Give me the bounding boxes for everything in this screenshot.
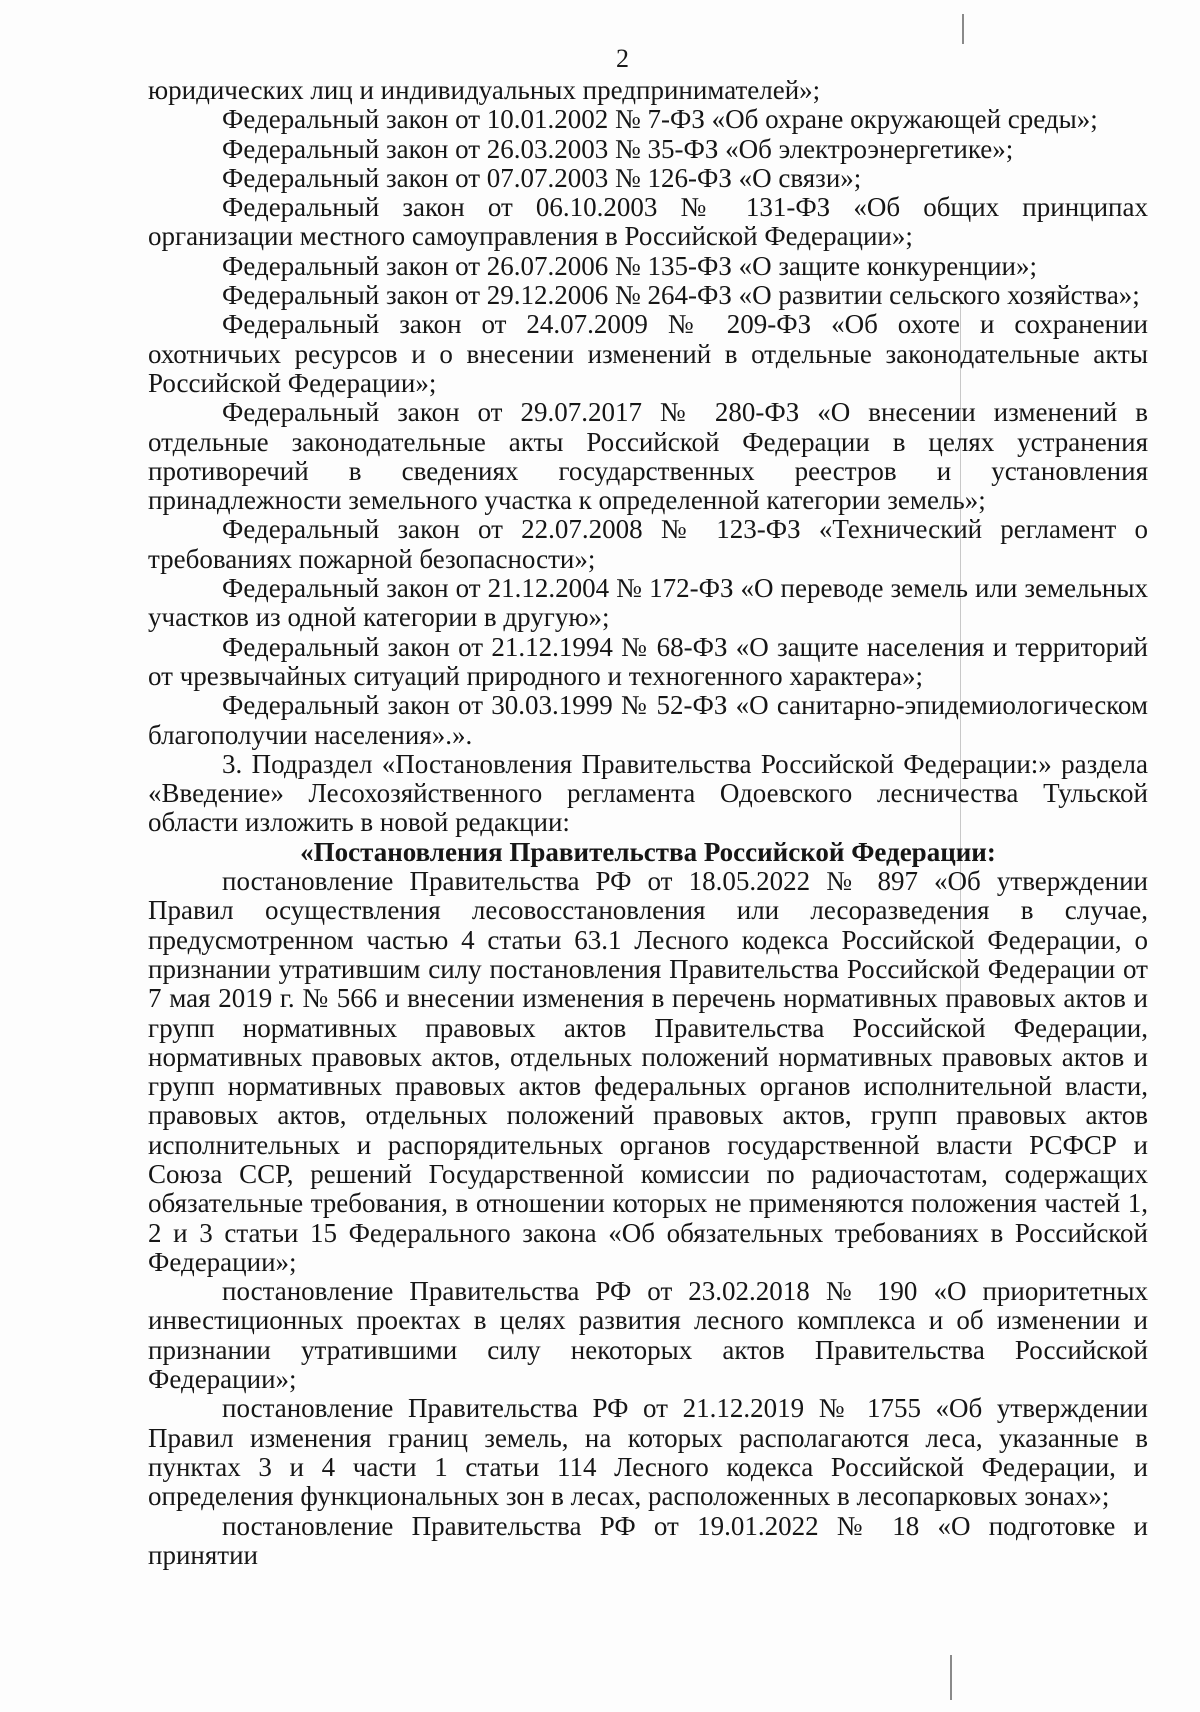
paragraph-law-209fz: Федеральный закон от 24.07.2009 № 209-ФЗ «Об охоте и сохранении охотничьих ресурсов и о внесении изменений в отдельные законодательные акты Российской Федерации»;: [148, 309, 1148, 398]
paragraph-item-3: 3. Подраздел «Постановления Правительства Российской Федерации:» раздела «Введение» Лесохозяйственного регламента Одоевского лесничества Тульской области изложить в новой редакции:: [148, 748, 1148, 838]
paragraph-law-123fz: Федеральный закон от 22.07.2008 № 123-ФЗ «Технический регламент о требованиях пожарной безопасности»;: [148, 514, 1148, 574]
paragraph-law-135fz: Федеральный закон от 26.07.2006 № 135-ФЗ «О защите конкуренции»;: [222, 250, 1038, 281]
paragraph-law-280fz: Федеральный закон от 29.07.2017 № 280-ФЗ «О внесении изменений в отдельные законодательные акты Российской Федерации в целях устранения противоречий в сведениях государственных реестров и установления принадлежности земельного участка к определенной категории земель»;: [148, 397, 1148, 516]
paragraph-law-7fz: Федеральный закон от 10.01.2002 № 7-ФЗ «Об охране окружающей среды»;: [222, 104, 1098, 135]
paragraph-law-68fz: Федеральный закон от 21.12.1994 № 68-ФЗ «О защите населения и территорий от чрезвычайных ситуаций природного и техногенного характера»;: [148, 631, 1148, 691]
paragraph-law-126fz: Федеральный закон от 07.07.2003 № 126-ФЗ «О связи»;: [222, 162, 862, 193]
section-heading: «Постановления Правительства Российской Федерации:: [300, 836, 996, 867]
paragraph-law-35fz: Федеральный закон от 26.03.2003 № 35-ФЗ «Об электроэнергетике»;: [222, 133, 1014, 164]
paragraph-decree-18: постановление Правительства РФ от 19.01.2022 № 18 «О подготовке и принятии: [148, 1510, 1148, 1570]
document-body: [148, 76, 1148, 1570]
paragraph-law-52fz: Федеральный закон от 30.03.1999 № 52-ФЗ «О санитарно-эпидемиологическом благополучии населения».».: [148, 690, 1148, 750]
scan-artifact-top: [962, 14, 964, 44]
page-number: 2: [616, 44, 629, 73]
paragraph-law-264fz: Федеральный закон от 29.12.2006 № 264-ФЗ «О развитии сельского хозяйства»;: [222, 280, 1140, 311]
paragraph-decree-1755: постановление Правительства РФ от 21.12.2019 № 1755 «Об утверждении Правил изменения границ земель, на которых располагаются леса, указанные в пунктах 3 и 4 части 1 статьи 114 Лесного кодекса Российской Федерации, и определения функциональных зон в лесах, расположенных в лесопарковых зонах»;: [148, 1393, 1148, 1512]
paragraph-continuation: юридических лиц и индивидуальных предпринимателей»;: [148, 75, 821, 105]
paragraph-decree-190: постановление Правительства РФ от 23.02.2018 № 190 «О приоритетных инвестиционных проектах в целях развития лесного комплекса и об изменении и признании утратившими силу некоторых актов Правительства Российской Федерации»;: [148, 1276, 1148, 1395]
scan-artifact-bottom: [950, 1655, 952, 1700]
paragraph-law-172fz: Федеральный закон от 21.12.2004 № 172-ФЗ «О переводе земель или земельных участков из одной категории в другую»;: [148, 573, 1148, 633]
paragraph-decree-897: постановление Правительства РФ от 18.05.2022 № 897 «Об утверждении Правил осуществления лесовосстановления или лесоразведения в случае, предусмотренном частью 4 статьи 63.1 Лесного кодекса Российской Федерации, о признании утратившим силу постановления Правительства Российской Федерации от 7 мая 2019 г. № 566 и внесении изменения в перечень нормативных правовых актов и групп нормативных правовых актов Правительства Российской Федерации, нормативных правовых актов, отдельных положений нормативных правовых актов и групп нормативных правовых актов федеральных органов исполнительной власти, правовых актов, отдельных положений правовых актов, групп правовых актов исполнительных и распорядительных органов государственной власти РСФСР и Союза ССР, решений Государственной комиссии по радиочастотам, содержащих обязательные требования, в отношении которых не применяются положения частей 1, 2 и 3 статьи 15 Федерального закона «Об обязательных требованиях в Российской Федерации»;: [148, 866, 1148, 1277]
paragraph-law-131fz: Федеральный закон от 06.10.2003 № 131-ФЗ «Об общих принципах организации местного самоуправления в Российской Федерации»;: [148, 192, 1148, 252]
